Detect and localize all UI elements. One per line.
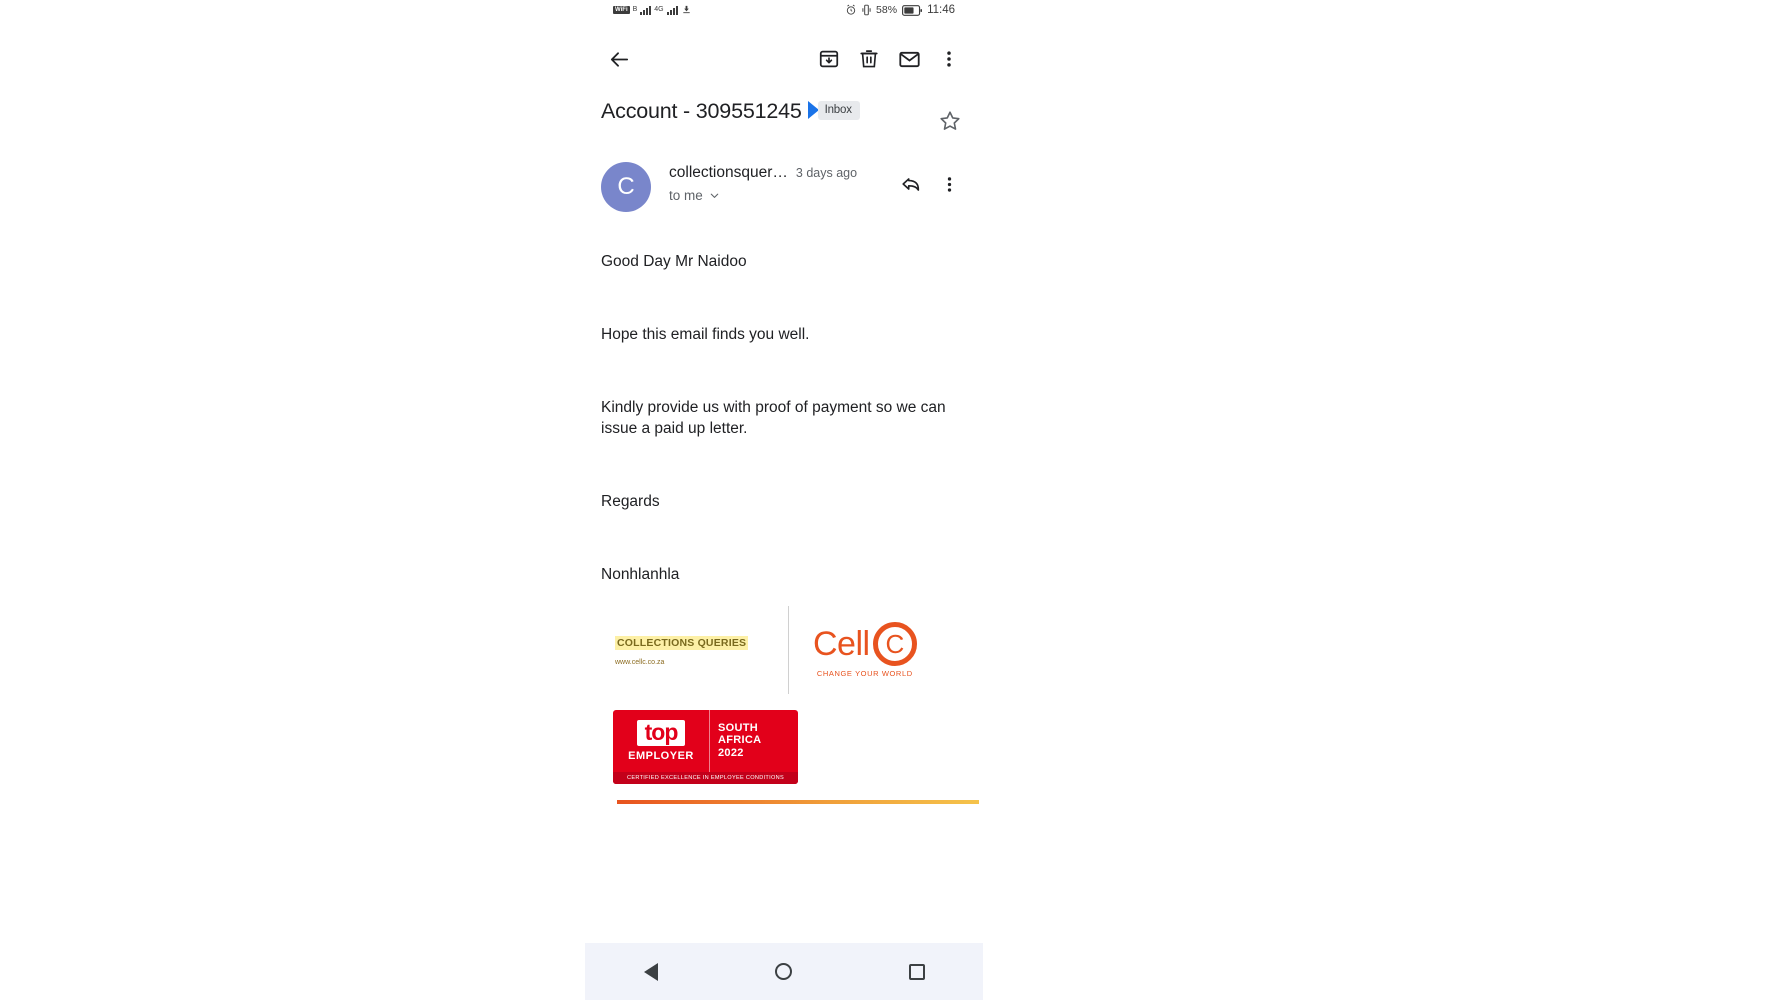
network-type-label: 4G [654, 6, 664, 13]
nav-home-button[interactable] [754, 952, 814, 992]
wifi-icon: WiFi [615, 6, 628, 13]
body-paragraph: Regards [601, 492, 660, 510]
recipient-label: to me [669, 188, 703, 203]
top-employer-badge [613, 710, 798, 784]
cellc-logo-icon [813, 622, 917, 666]
subject-container [601, 98, 929, 125]
nav-recents-button[interactable] [887, 952, 947, 992]
body-paragraph: Kindly provide us with proof of payment so we can issue a paid up letter. [601, 398, 946, 437]
brand-tagline: CHANGE YOUR WORLD [816, 668, 913, 678]
badge-word-top: top [637, 720, 686, 746]
status-bar-right [845, 4, 955, 16]
android-nav-bar [585, 943, 983, 1000]
label-chip-group[interactable] [808, 101, 860, 121]
battery-icon [902, 5, 922, 16]
page-title: Account - 309551245 [601, 99, 802, 123]
signal-bars-2-icon [667, 5, 678, 15]
star-button[interactable] [933, 104, 967, 138]
delete-button[interactable] [849, 39, 889, 79]
message-timestamp: 3 days ago [795, 166, 858, 180]
nav-back-icon [644, 963, 658, 981]
overflow-menu-icon [939, 49, 959, 69]
badge-word-bottom: EMPLOYER [628, 749, 694, 762]
signature-department-block [613, 633, 788, 666]
mark-unread-button[interactable] [889, 39, 929, 79]
vibrate-icon [862, 4, 871, 16]
sim-label: B [632, 6, 638, 13]
signature-url[interactable]: www.cellc.co.za [615, 659, 665, 667]
nav-back-button[interactable] [621, 952, 681, 992]
sender-line-primary [669, 164, 893, 182]
battery-percent-label: 58% [876, 4, 898, 16]
archive-icon [818, 48, 840, 70]
signal-bars-icon [640, 5, 651, 15]
message-actions [893, 162, 967, 202]
reply-icon [900, 173, 922, 195]
signature-rule [617, 800, 979, 804]
subject-row [585, 90, 983, 138]
recipient-line[interactable] [669, 188, 893, 203]
signature-department: COLLECTIONS QUERIES [617, 637, 747, 650]
brand-mark: C [873, 622, 917, 666]
signature-top [613, 604, 967, 696]
signature-divider [788, 606, 789, 694]
trash-icon [858, 48, 880, 70]
badge-year: 2022 [718, 746, 744, 759]
archive-button[interactable] [809, 39, 849, 79]
label-arrow-icon [808, 101, 819, 119]
badge-region-line2: AFRICA [718, 734, 762, 747]
nav-recents-icon [909, 964, 925, 980]
avatar: C [601, 162, 651, 212]
alarm-icon [845, 4, 857, 16]
body-paragraph: Hope this email finds you well. [601, 325, 810, 343]
message-body [585, 212, 983, 804]
reply-button[interactable] [893, 166, 929, 202]
status-clock: 11:46 [927, 4, 955, 16]
body-paragraph: Good Day Mr Naidoo [601, 253, 747, 270]
mail-toolbar [585, 28, 983, 90]
badge-footer: CERTIFIED EXCELLENCE IN EMPLOYEE CONDITIONS [613, 772, 798, 784]
status-bar [585, 0, 983, 28]
download-icon [681, 4, 692, 15]
sender-row [585, 138, 983, 212]
sender-name: collectionsquer… [669, 164, 788, 181]
brand-logo [813, 622, 917, 678]
body-paragraph: Nonhlanhla [601, 565, 680, 583]
status-bar-left [613, 4, 692, 15]
overflow-menu-icon [940, 175, 959, 194]
back-button[interactable] [599, 39, 639, 79]
nav-home-icon [775, 963, 792, 980]
envelope-icon [898, 48, 921, 71]
star-icon [938, 109, 962, 133]
toolbar-more-button[interactable] [929, 39, 969, 79]
message-more-button[interactable] [931, 166, 967, 202]
chevron-down-icon [708, 189, 721, 202]
phone-viewport [585, 0, 983, 1000]
status-badge: Inbox [818, 101, 860, 121]
signature-block [601, 604, 967, 804]
sender-details[interactable] [651, 162, 893, 203]
brand-name: Cell [813, 624, 870, 663]
badge-region-line1: SOUTH [718, 721, 758, 734]
